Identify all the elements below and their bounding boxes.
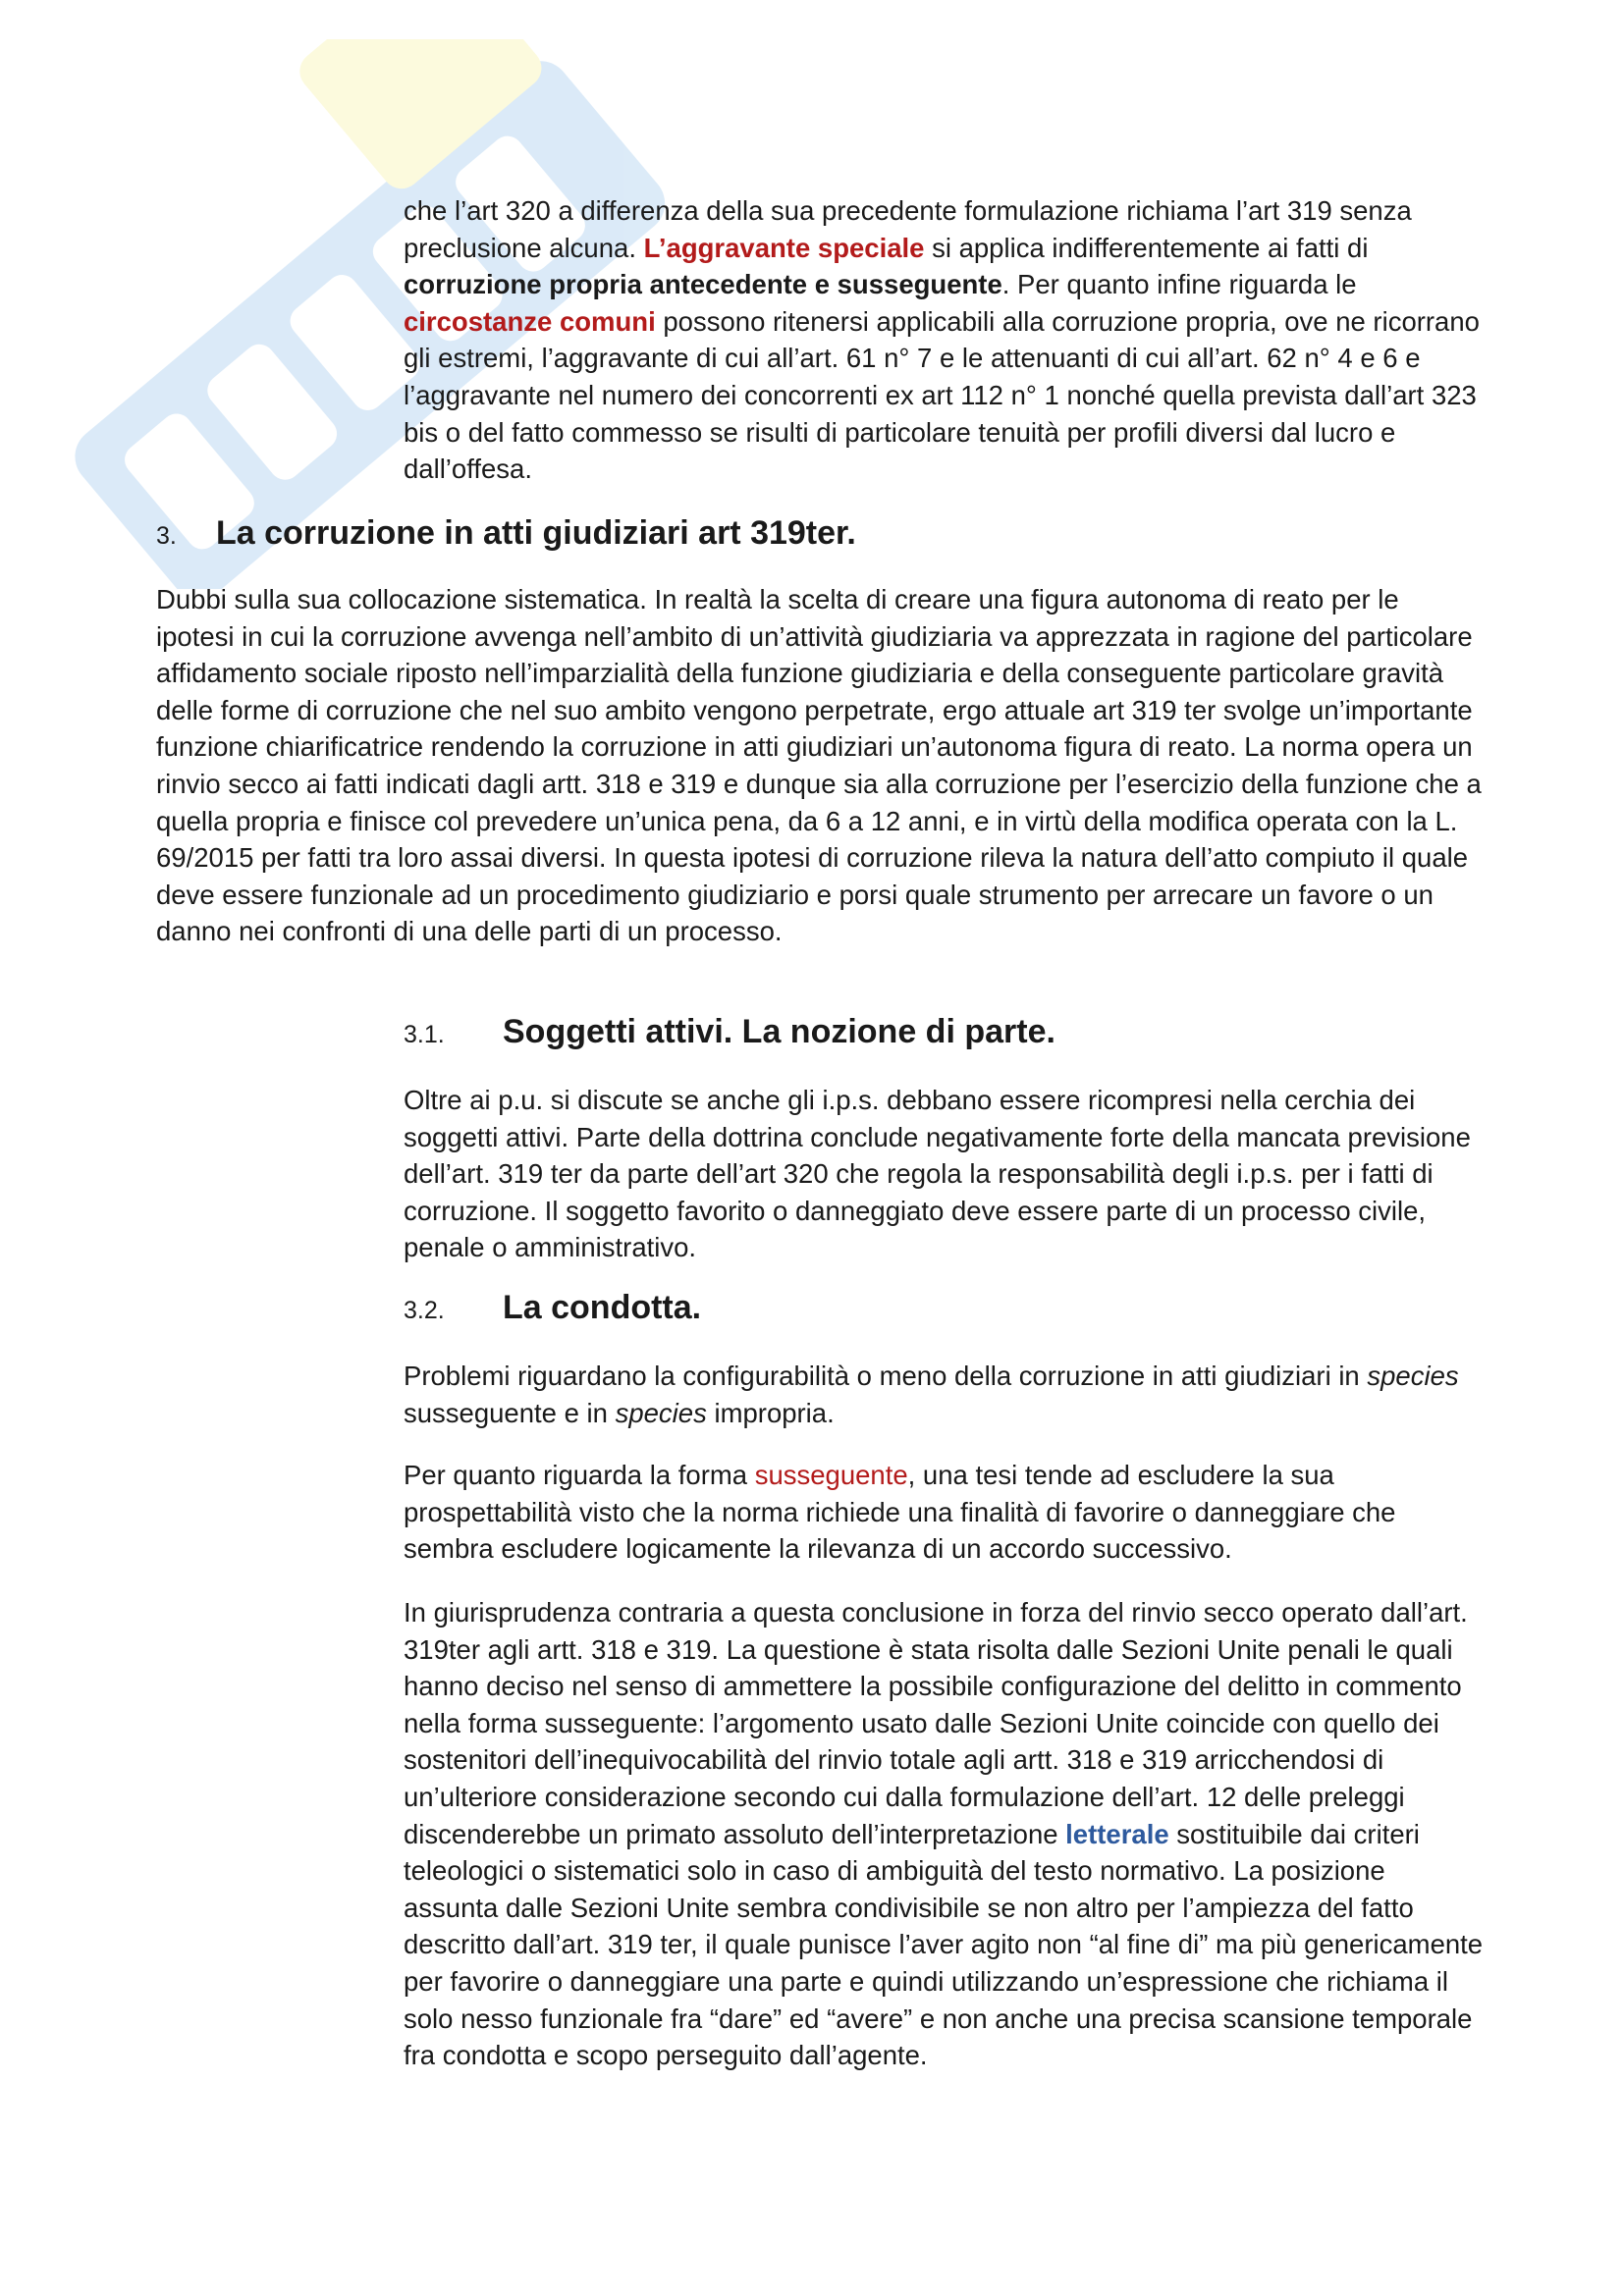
paragraph-problemi [404,1358,1484,1431]
text-run: Per quanto riguarda la forma [404,1460,755,1490]
heading-section-3-1 [404,1013,1055,1051]
heading-section-3 [156,514,856,553]
text-run: impropria. [706,1397,835,1428]
highlight-susseguente: susseguente [754,1460,908,1490]
paragraph-giurisprudenza [404,1594,1484,2074]
text-run: susseguente e in [404,1397,616,1428]
paragraph-soggetti-attivi: Oltre ai p.u. si discute se anche gli i.p.s. debbano essere ricompresi nella cerchia dei soggetti attivi. Parte della dottrina conclude negativamente forte della mancata previsione dell’art. 319 ter da parte dell’art 320 che regola la responsabilità degli i.p.s. per i fatti di corruzione. Il soggetto favorito o danneggiato deve essere parte di un processo civile, penale o amministrativo. [404,1085,1471,1263]
text-run: si applica indifferentemente ai fatti di [924,232,1369,263]
heading-number: 3.1. [404,1021,445,1048]
highlight-aggravante-speciale: L’aggravante speciale [643,232,925,263]
text-run: sostituibile dai criteri teleologici o sistematici solo in caso di ambiguità del testo normativo. La posizione assunta dalle Sezioni Unite sembra condivisibile se non altro per l’ampiezza del fatto descritto dall’art. 319 ter, il quale punisce l’aver agito non “al fine di” ma più genericamente per favorire o danneggiare una parte e quindi utilizzando un’espressione che richiama il solo nesso funzionale fra “dare” ed “avere” e non anche una precisa scansione temporale fra condotta e scopo perseguito dall’agente. [404,1818,1484,2071]
text-run: Problemi riguardano la configurabilità o meno della corruzione in atti giudiziari in [404,1361,1368,1391]
heading-title: Soggetti attivi. La nozione di parte. [503,1013,1055,1050]
paragraph-circostanze [404,192,1484,488]
heading-number: 3.2. [404,1297,445,1324]
heading-title: La corruzione in atti giudiziari art 319ter. [216,514,856,552]
heading-title: La condotta. [503,1289,702,1326]
text-run: In giurisprudenza contraria a questa conclusione in forza del rinvio secco operato dall’art. 319ter agli artt. 318 e 319. La questione è stata risolta dalle Sezioni Unite penali le quali hanno deciso nel senso di ammettere la possibile configurazione del delitto in commento nella forma susseguente: l’argomento usato dalle Sezioni Unite coincide con quello dei sostenitori dell’inequivocabilità del rinvio totale agli artt. 318 e 319 arricchendosi di un’ulteriore considerazione secondo cui dalla formulazione dell’art. 12 delle preleggi discenderebbe un primato assoluto dell’interpretazione [404,1597,1468,1849]
heading-number: 3. [156,522,177,550]
highlight-letterale: letterale [1065,1818,1169,1849]
text-run: , una tesi tende ad escludere la sua prospettabilità visto che la norma richiede una finalità di favorire o danneggiare che sembra escludere logicamente la rilevanza di un accordo successivo. [404,1460,1396,1565]
heading-section-3-2 [404,1289,701,1327]
italic-species: species [1367,1361,1459,1391]
text-run: che l’art 320 a differenza della sua precedente formulazione richiama l’art 319 senza preclusione alcuna. [404,195,1412,263]
paragraph-collocazione: Dubbi sulla sua collocazione sistematica. In realtà la scelta di creare una figura autonoma di reato per le ipotesi in cui la corruzione avvenga nell’ambito di un’attività giudiziaria va apprezzata in ragione del particolare affidamento sociale riposto nell’imparzialità della funzione giudiziaria e della conseguente particolare gravità delle forme di corruzione che nel suo ambito vengono perpetrate, ergo attuale art 319 ter svolge un’importante funzione chiarificatrice rendendo la corruzione in atti giudiziari un’autonoma figura di reato. La norma opera un rinvio secco ai fatti indicati dagli artt. 318 e 319 e dunque sia alla corruzione per l’esercizio della funzione che a quella propria e finisce col prevedere un’unica pena, da 6 a 12 anni, e in virtù della modifica operata con la L. 69/2015 per fatti tra loro assai diversi. In questa ipotesi di corruzione rileva la natura dell’atto compiuto il quale deve essere funzionale ad un procedimento giudiziario e porsi quale strumento per arrecare un favore o un danno nei confronti di una delle parti di un processo. [156,584,1482,947]
paragraph-forma-susseguente [404,1457,1484,1568]
text-run: . Per quanto infine riguarda le [1001,269,1357,300]
text-run: possono ritenersi applicabili alla corruzione propria, ove ne ricorrano gli estremi, l’aggravante di cui all’art. 61 n° 7 e le attenuanti di cui all’art. 62 n° 4 e 6 e l’aggravante nel numero dei concorrenti ex art 112 n° 1 nonché quella prevista dall’art 323 bis o del fatto commesso se risulti di particolare tenuità per profili diversi dal lucro e dall’offesa. [404,305,1480,485]
italic-species: species [615,1397,707,1428]
highlight-corruzione-propria: corruzione propria antecedente e susseguente [404,269,1002,300]
highlight-circostanze-comuni: circostanze comuni [404,305,656,337]
